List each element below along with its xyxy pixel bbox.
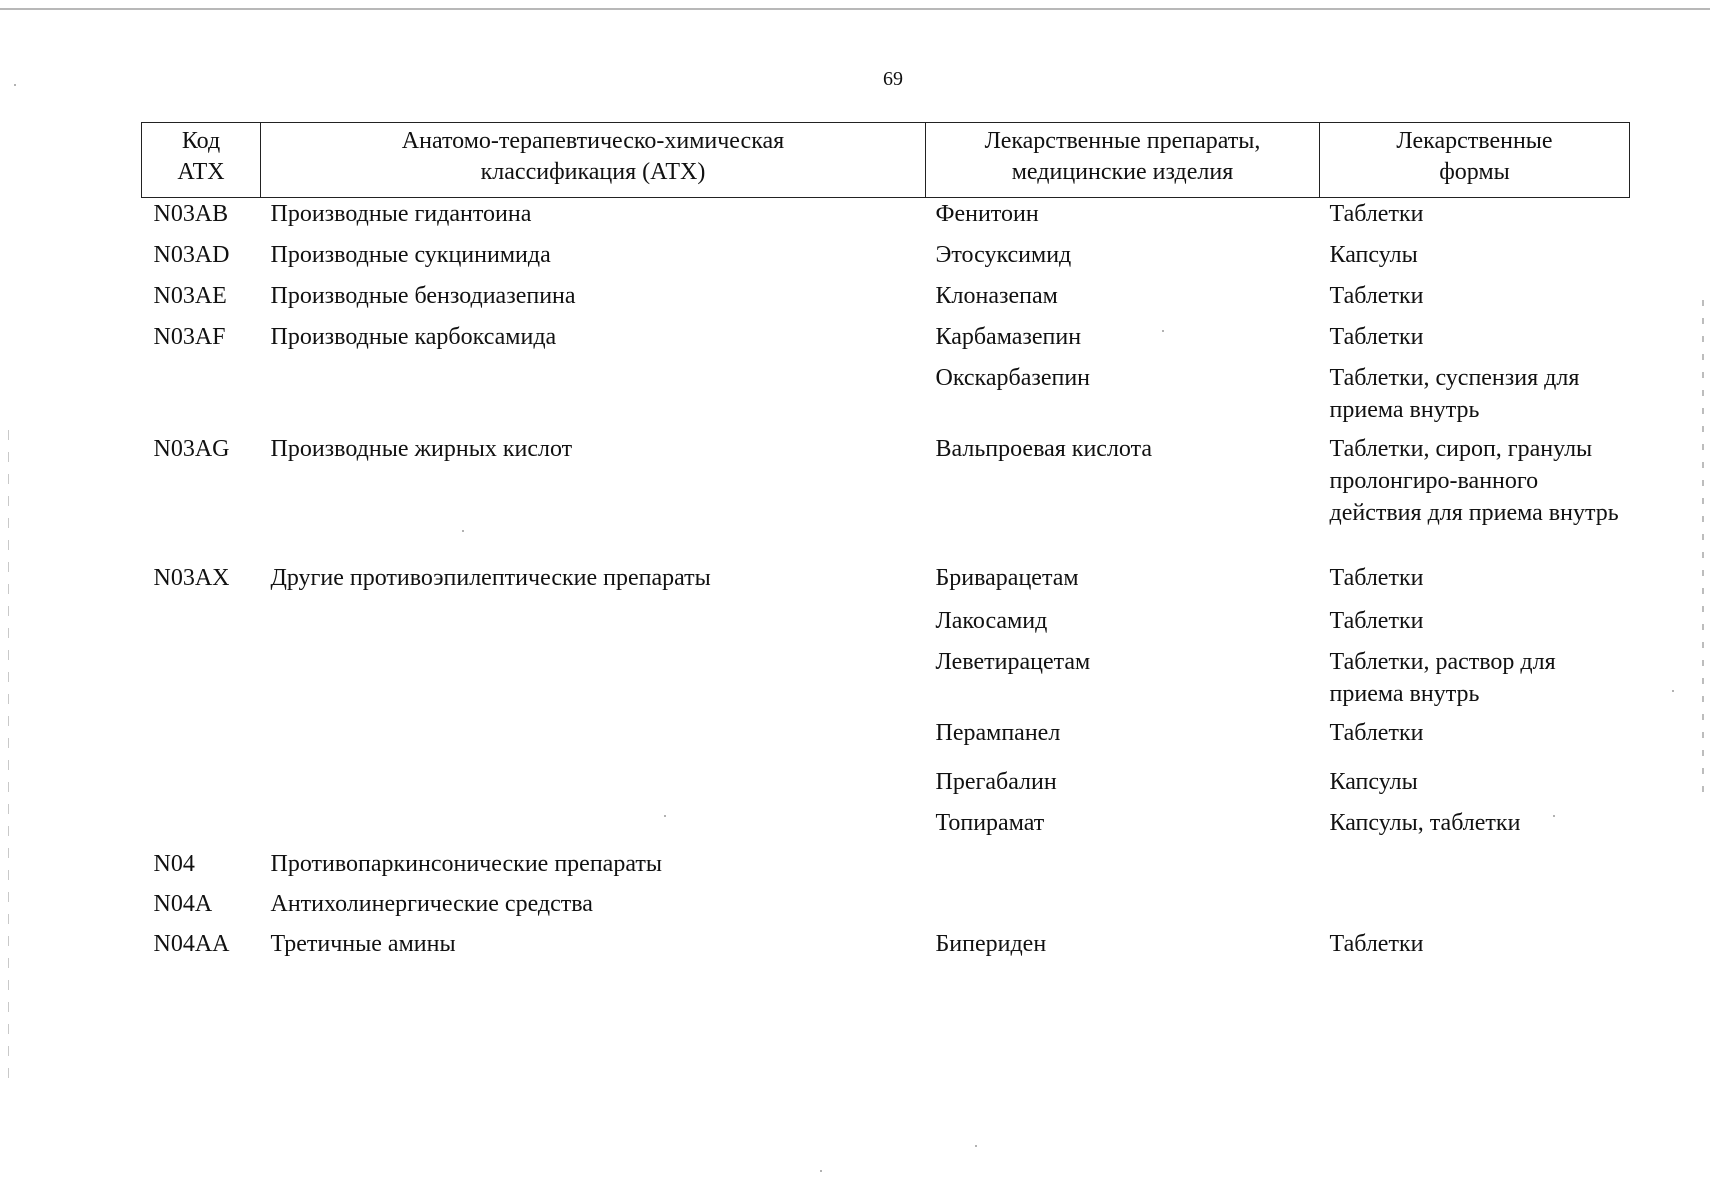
cell-classification <box>261 807 926 848</box>
cell-classification: Производные сукцинимида <box>270 241 551 268</box>
table-row <box>142 198 1630 239</box>
cell-form <box>1320 848 1630 888</box>
header-drugs <box>926 123 1320 198</box>
table-row <box>142 280 1630 321</box>
cell-code: N03AX <box>153 564 230 591</box>
cell-drug: Клоназепам <box>935 282 1058 309</box>
cell-classification: Производные карбоксамида <box>270 323 557 350</box>
cell-form: Капсулы <box>1329 768 1418 795</box>
table-row <box>142 433 1630 562</box>
cell-classification: Противопаркинсонические препараты <box>270 850 662 877</box>
cell-drug: Топирамат <box>935 809 1045 836</box>
cell-drug: Перампанел <box>935 719 1061 746</box>
cell-drug: Прегабалин <box>935 768 1057 795</box>
cell-drug: Леветирацетам <box>935 648 1091 675</box>
table-row <box>142 766 1630 807</box>
scan-top-edge <box>0 8 1710 10</box>
cell-drug: Окскарбазепин <box>935 364 1091 391</box>
cell-code <box>142 807 261 848</box>
cell-classification <box>261 605 926 646</box>
cell-code: N03AB <box>153 201 229 227</box>
cell-form: Таблетки <box>1329 607 1424 634</box>
cell-code <box>142 646 261 717</box>
page-number: 69 <box>883 68 903 90</box>
cell-code: N04AA <box>153 930 230 957</box>
scan-left-edge <box>8 430 9 1090</box>
cell-code: N03AD <box>153 241 230 268</box>
cell-drug: Бипериден <box>935 930 1047 957</box>
cell-form: Таблетки <box>1329 323 1424 350</box>
cell-code <box>142 717 261 766</box>
cell-drug <box>926 888 1320 928</box>
cell-form: Таблетки <box>1329 201 1424 227</box>
table-row <box>142 848 1630 888</box>
table-row <box>142 605 1630 646</box>
scan-speck <box>1672 690 1674 692</box>
scan-speck <box>14 84 16 86</box>
table-row <box>142 562 1630 605</box>
cell-form: Капсулы <box>1329 241 1418 268</box>
table-row <box>142 888 1630 928</box>
cell-code: N03AF <box>153 323 226 350</box>
cell-classification <box>261 717 926 766</box>
cell-drug: Этосуксимид <box>935 241 1072 268</box>
cell-form: Таблетки, суспензия для приема внутрь <box>1329 364 1580 423</box>
table-header-row <box>142 123 1630 198</box>
cell-classification: Производные гидантоина <box>270 201 532 227</box>
cell-drug: Бриварацетам <box>935 564 1079 591</box>
cell-code <box>142 362 261 433</box>
cell-drug: Вальпроевая кислота <box>935 435 1153 462</box>
header-code-label: Код АТХ <box>177 128 225 185</box>
cell-drug: Карбамазепин <box>935 323 1082 350</box>
cell-classification: Третичные амины <box>270 930 456 957</box>
cell-classification: Производные бензодиазепина <box>270 282 576 309</box>
cell-classification: Антихолинергические средства <box>270 890 593 917</box>
table-row <box>142 321 1630 362</box>
cell-classification <box>261 766 926 807</box>
atc-table <box>141 122 1630 968</box>
table-row <box>142 717 1630 766</box>
cell-drug: Фенитоин <box>935 201 1039 227</box>
header-classification <box>261 123 926 198</box>
scan-speck <box>975 1145 977 1147</box>
cell-classification: Другие противоэпилептические препараты <box>270 564 711 591</box>
cell-form: Капсулы, таблетки <box>1329 809 1521 836</box>
cell-drug: Лакосамид <box>935 607 1048 634</box>
cell-drug <box>926 848 1320 888</box>
cell-code: N04 <box>153 850 195 877</box>
scan-speck <box>462 530 464 532</box>
cell-classification <box>261 362 926 433</box>
header-forms <box>1320 123 1630 198</box>
header-classification-label: Анатомо-терапевтическо-химическая классификация (АТХ) <box>401 128 785 185</box>
table-row <box>142 646 1630 717</box>
cell-form: Таблетки <box>1329 719 1424 746</box>
table-row <box>142 239 1630 280</box>
header-drugs-label: Лекарственные препараты, медицинские изделия <box>984 128 1261 185</box>
cell-form: Таблетки, сироп, гранулы пролонгиро-ванного действия для приема внутрь <box>1329 435 1619 526</box>
scan-right-edge <box>1702 300 1704 800</box>
cell-form: Таблетки <box>1329 282 1424 309</box>
cell-form: Таблетки, раствор для приема внутрь <box>1329 648 1556 707</box>
cell-code: N04A <box>153 890 213 917</box>
scan-speck <box>664 815 666 817</box>
table-row <box>142 362 1630 433</box>
cell-classification <box>261 646 926 717</box>
cell-form: Таблетки <box>1329 930 1424 957</box>
cell-classification: Производные жирных кислот <box>270 435 573 462</box>
table-row <box>142 928 1630 968</box>
table-row <box>142 807 1630 848</box>
cell-code: N03AG <box>153 435 230 462</box>
cell-code: N03AE <box>153 282 227 309</box>
cell-code <box>142 766 261 807</box>
cell-form: Таблетки <box>1329 564 1424 591</box>
scan-speck <box>820 1170 822 1172</box>
scan-speck <box>1162 330 1164 332</box>
scan-speck <box>1553 815 1555 817</box>
cell-form <box>1320 888 1630 928</box>
header-forms-label: Лекарственные формы <box>1396 128 1553 185</box>
header-code <box>142 123 261 198</box>
cell-code <box>142 605 261 646</box>
